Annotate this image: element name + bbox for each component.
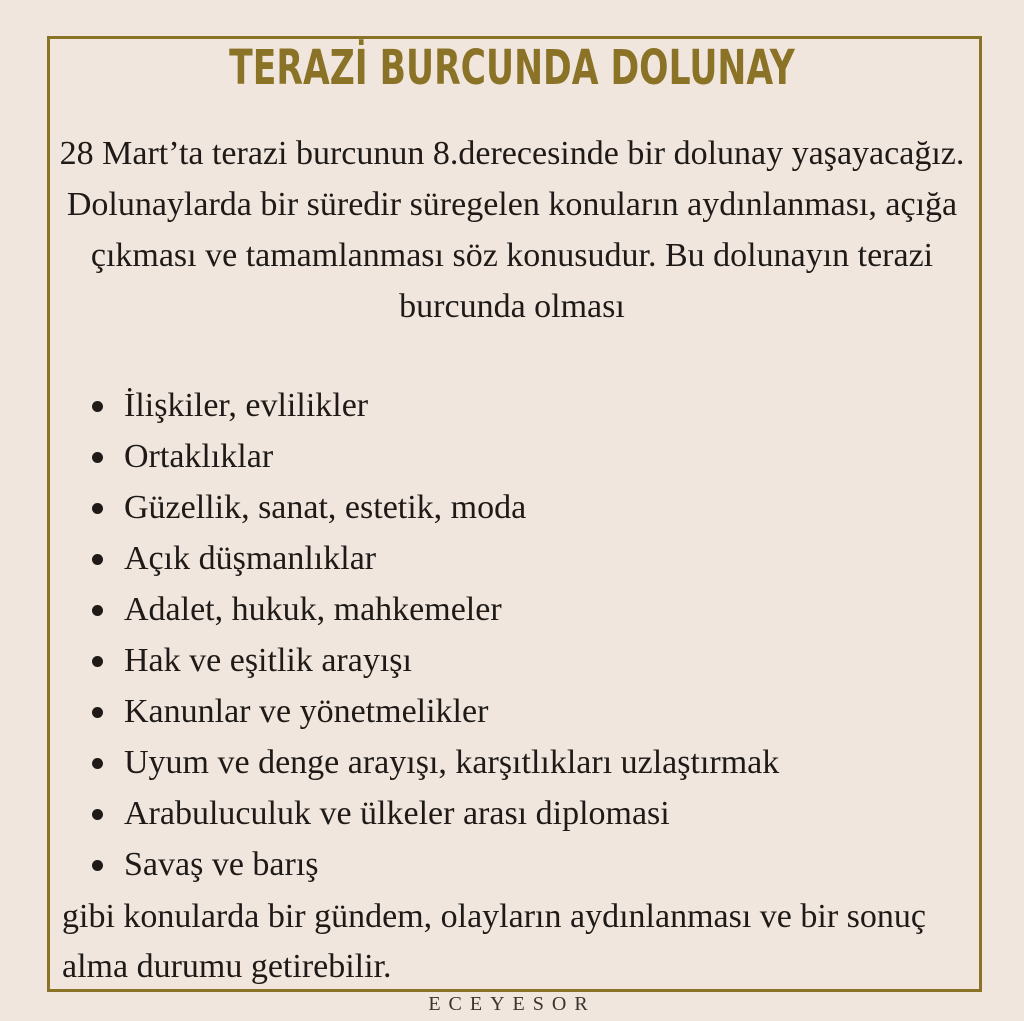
topic-list — [0, 380, 1024, 890]
bullet-icon — [92, 758, 103, 769]
bullet-icon — [92, 452, 103, 463]
bullet-icon — [92, 503, 103, 514]
list-item-text: Açık düşmanlıklar — [124, 540, 377, 577]
list-item — [0, 533, 1024, 584]
bullet-icon — [92, 605, 103, 616]
list-item — [0, 737, 1024, 788]
list-item — [0, 788, 1024, 839]
list-item-text: Savaş ve barış — [124, 846, 319, 883]
list-item-text: Ortaklıklar — [124, 438, 274, 475]
list-item-text: Arabuluculuk ve ülkeler arası diplomasi — [124, 795, 670, 832]
list-item — [0, 431, 1024, 482]
list-item-text: Hak ve eşitlik arayışı — [124, 642, 412, 679]
bullet-icon — [92, 707, 103, 718]
bullet-icon — [92, 656, 103, 667]
list-item-text: İlişkiler, evlilikler — [124, 387, 369, 424]
list-item — [0, 584, 1024, 635]
bullet-icon — [92, 860, 103, 871]
list-item-text: Adalet, hukuk, mahkemeler — [124, 591, 502, 628]
intro-paragraph: 28 Mart’ta terazi burcunun 8.derecesinde bir dolunay yaşayacağız. Dolunaylarda bir süredir süregelen konuların aydınlanması, açığa çıkması ve tamamlanması söz konusudur. Bu dolunayın terazi burcunda olması — [59, 135, 965, 325]
list-item — [0, 635, 1024, 686]
bullet-icon — [92, 401, 103, 412]
bullet-icon — [92, 809, 103, 820]
list-item — [0, 839, 1024, 890]
list-item — [0, 686, 1024, 737]
list-item — [0, 482, 1024, 533]
closing-paragraph: gibi konularda bir gündem, olayların aydınlanması ve bir sonuç alma durumu getirebilir. — [62, 898, 926, 985]
list-item-text: Uyum ve denge arayışı, karşıtlıkları uzlaştırmak — [124, 744, 780, 781]
list-item-text: Kanunlar ve yönetmelikler — [124, 693, 489, 730]
bullet-icon — [92, 554, 103, 565]
list-item-text: Güzellik, sanat, estetik, moda — [124, 489, 527, 526]
footer-signature: ECEYESOR — [428, 993, 596, 1015]
page-title: TERAZİ BURCUNDA DOLUNAY — [229, 40, 795, 96]
list-item — [0, 380, 1024, 431]
